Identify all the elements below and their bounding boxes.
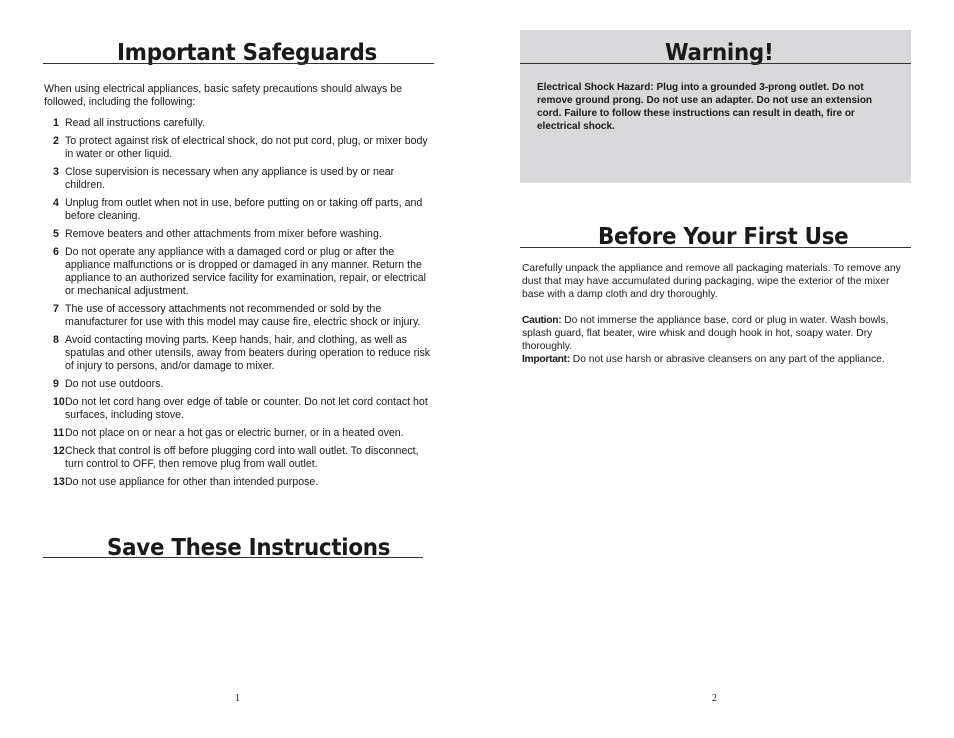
safeguard-number-label: 5 (53, 228, 59, 240)
safeguard-item (42, 117, 434, 130)
safeguard-number (42, 334, 65, 373)
important-safeguards-heading: Important Safeguards (117, 40, 378, 66)
safeguard-item (42, 396, 434, 422)
right-page (477, 0, 954, 738)
safeguard-number-label: 9 (53, 378, 59, 390)
safeguard-number (42, 445, 65, 471)
safeguard-number-label: 10 (53, 396, 65, 408)
safeguard-number (42, 166, 65, 192)
safeguard-number (42, 135, 65, 161)
safeguard-text: The use of accessory attachments not recommended or sold by the manufacturer for use with this model may cause fire, electric shock or injury. (65, 303, 421, 328)
page-number: 2 (712, 693, 717, 704)
safeguard-number (42, 246, 65, 298)
safeguard-text: Do not operate any appliance with a damaged cord or plug or after the appliance malfunctions or is dropped or damaged in any manner. Return the appliance to an authorized service facility for examination, repair, or electrical or mechanical adjustment. (65, 246, 426, 297)
safeguard-number (42, 378, 65, 391)
safeguard-text: Check that control is off before plugging cord into wall outlet. To disconnect, turn control to OFF, then remove plug from wall outlet. (65, 445, 419, 470)
safeguard-item (42, 135, 434, 161)
safeguard-number-label: 13 (53, 476, 65, 488)
unpack-paragraph: Carefully unpack the appliance and remove all packaging materials. To remove any dust that may have accumulated during packaging, wipe the exterior of the mixer base with a damp cloth and dry thoroughly. (522, 263, 901, 300)
page-number: 1 (235, 693, 240, 704)
warning-text: Electrical Shock Hazard: Plug into a grounded 3-prong outlet. Do not remove ground prong. Do not use an adapter. Do not use an extension cord. Failure to follow these instructions can result in death, fire or electrical shock. (537, 82, 873, 132)
safeguard-number-label: 2 (53, 135, 59, 147)
safeguard-number (42, 117, 65, 130)
safeguard-number-label: 1 (53, 117, 59, 129)
safeguard-number-label: 8 (53, 334, 59, 346)
safeguard-item (42, 334, 434, 373)
safeguard-number-label: 4 (53, 197, 59, 209)
safeguard-number-label: 7 (53, 303, 59, 315)
safeguard-item (42, 445, 434, 471)
safeguard-text: To protect against risk of electrical shock, do not put cord, plug, or mixer body in water or other liquid. (65, 135, 428, 160)
safeguard-item (42, 228, 434, 241)
safeguard-item (42, 166, 434, 192)
safeguard-item (42, 476, 434, 489)
important-label: Important: (522, 354, 570, 365)
safeguard-number (42, 197, 65, 223)
safeguard-item (42, 246, 434, 298)
warning-heading: Warning! (665, 40, 774, 66)
first-use-rule (520, 247, 911, 248)
safeguard-text: Avoid contacting moving parts. Keep hands, hair, and clothing, as well as spatulas and other utensils, away from beaters during operation to reduce risk of injury to persons, and/or damage to mixer. (65, 334, 431, 372)
safeguard-text: Do not use outdoors. (65, 378, 164, 390)
caution-label: Caution: (522, 315, 562, 326)
save-instructions-heading: Save These Instructions (107, 535, 391, 561)
safeguard-number-label: 12 (53, 445, 65, 457)
safeguards-list (42, 117, 434, 494)
intro-text: When using electrical appliances, basic safety precautions should always be followed, including the following: (44, 83, 403, 108)
heading-rule (43, 63, 434, 64)
save-instructions-rule (43, 557, 423, 558)
safeguard-text: Unplug from outlet when not in use, before putting on or taking off parts, and before cleaning. (65, 197, 423, 222)
caution-paragraph (522, 314, 914, 353)
safeguard-number (42, 427, 65, 440)
safeguard-text: Read all instructions carefully. (65, 117, 205, 129)
safeguard-text: Do not place on or near a hot gas or electric burner, or in a heated oven. (65, 427, 404, 439)
safeguard-number-label: 11 (53, 427, 65, 439)
safeguard-text: Do not use appliance for other than intended purpose. (65, 476, 319, 488)
safeguard-number (42, 303, 65, 329)
safeguard-number (42, 228, 65, 241)
safeguard-number (42, 476, 65, 489)
safeguard-number (42, 396, 65, 422)
important-text: Do not use harsh or abrasive cleansers on any part of the appliance. (569, 354, 885, 365)
safeguard-text: Close supervision is necessary when any appliance is used by or near children. (65, 166, 395, 191)
safeguard-number-label: 6 (53, 246, 59, 258)
safeguard-text: Do not let cord hang over edge of table or counter. Do not let cord contact hot surfaces, including stove. (65, 396, 428, 421)
safeguard-item (42, 197, 434, 223)
warning-rule (520, 63, 911, 64)
before-first-use-heading: Before Your First Use (598, 224, 849, 250)
safeguard-number-label: 3 (53, 166, 59, 178)
safeguard-item (42, 427, 434, 440)
safeguard-text: Remove beaters and other attachments from mixer before washing. (65, 228, 382, 240)
safeguard-item (42, 378, 434, 391)
safeguard-item (42, 303, 434, 329)
caution-text: Do not immerse the appliance base, cord or plug in water. Wash bowls, splash guard, flat beater, wire whisk and dough hook in hot, soapy water. Dry thoroughly. (522, 315, 889, 352)
important-paragraph (522, 353, 914, 366)
